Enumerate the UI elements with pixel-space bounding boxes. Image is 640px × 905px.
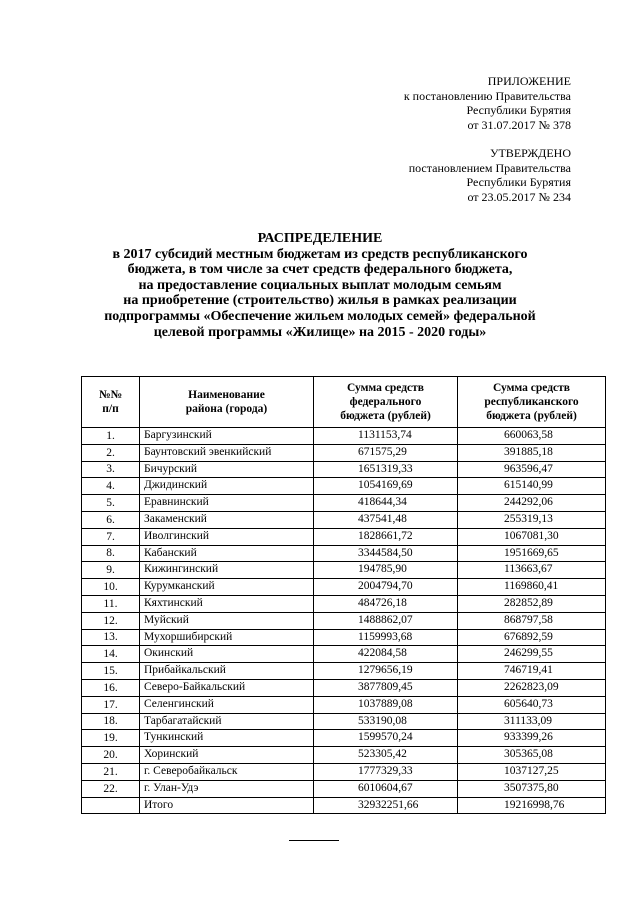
row-federal-amount: 6010604,67: [314, 780, 458, 797]
row-district: Итого: [140, 797, 314, 814]
row-district: Окинский: [140, 646, 314, 663]
annex-line-1: к постановлению Правительства: [403, 88, 571, 103]
row-district: Закаменский: [140, 511, 314, 528]
header-federal: Сумма средств федерального бюджета (рублей): [314, 377, 458, 428]
row-federal-amount: 3344584,50: [314, 545, 458, 562]
table-row: [82, 696, 606, 713]
row-district: Селенгинский: [140, 696, 314, 713]
table-row: [82, 495, 606, 512]
row-district: Хоринский: [140, 747, 314, 764]
row-number: 5.: [82, 495, 140, 512]
heading-line: в 2017 субсидий местным бюджетам из средств республиканского: [112, 246, 528, 262]
table-row: [82, 629, 606, 646]
row-federal-amount: 32932251,66: [314, 797, 458, 814]
table-row: [82, 562, 606, 579]
row-district: Джидинский: [140, 478, 314, 495]
row-federal-amount: 1131153,74: [314, 428, 458, 445]
row-number: [82, 797, 140, 814]
row-number: 8.: [82, 545, 140, 562]
table-row: [82, 663, 606, 680]
table-body: [82, 428, 606, 814]
approved-line-1: постановлением Правительства: [408, 160, 571, 175]
row-number: 16.: [82, 679, 140, 696]
row-district: Кабанский: [140, 545, 314, 562]
row-federal-amount: 1599570,24: [314, 730, 458, 747]
row-federal-amount: 437541,48: [314, 511, 458, 528]
table-row: [82, 763, 606, 780]
row-federal-amount: 671575,29: [314, 444, 458, 461]
row-republic-amount: 933399,26: [458, 730, 606, 747]
row-republic-amount: 246299,55: [458, 646, 606, 663]
header-district: Наименование района (города): [140, 377, 314, 428]
table-row: [82, 528, 606, 545]
row-number: 9.: [82, 562, 140, 579]
row-district: Прибайкальский: [140, 663, 314, 680]
row-republic-amount: 244292,06: [458, 495, 606, 512]
row-district: Баргузинский: [140, 428, 314, 445]
row-federal-amount: 1037889,08: [314, 696, 458, 713]
row-number: 4.: [82, 478, 140, 495]
row-district: Мухоршибирский: [140, 629, 314, 646]
table-row: [82, 478, 606, 495]
row-federal-amount: 1488862,07: [314, 612, 458, 629]
table-row: [82, 713, 606, 730]
footer-divider: [289, 840, 339, 841]
row-federal-amount: 422084,58: [314, 646, 458, 663]
row-federal-amount: 484726,18: [314, 595, 458, 612]
row-number: 22.: [82, 780, 140, 797]
row-federal-amount: 1651319,33: [314, 461, 458, 478]
row-republic-amount: 676892,59: [458, 629, 606, 646]
header-republic: Сумма средств республиканского бюджета (рублей): [458, 377, 606, 428]
row-district: г. Северобайкальск: [140, 763, 314, 780]
table-row: [82, 444, 606, 461]
row-republic-amount: 1037127,25: [458, 763, 606, 780]
row-number: 2.: [82, 444, 140, 461]
row-number: 6.: [82, 511, 140, 528]
approved-line-2: Республики Бурятия: [466, 175, 571, 189]
row-number: 7.: [82, 528, 140, 545]
heading-title: РАСПРЕДЕЛЕНИЕ: [257, 231, 383, 246]
approved-block: [409, 146, 571, 204]
row-number: 15.: [82, 663, 140, 680]
heading-line: на приобретение (строительство) жилья в рамках реализации: [123, 293, 517, 309]
row-number: 20.: [82, 747, 140, 764]
row-republic-amount: 282852,89: [458, 595, 606, 612]
row-district: г. Улан-Удэ: [140, 780, 314, 797]
heading-line: целевой программы «Жилище» на 2015 - 2020 годы»: [153, 324, 487, 340]
table-header-row: [82, 377, 606, 428]
row-number: 19.: [82, 730, 140, 747]
row-district: Кяхтинский: [140, 595, 314, 612]
annex-title: ПРИЛОЖЕНИЕ: [487, 74, 571, 88]
table-row: [82, 612, 606, 629]
row-number: 3.: [82, 461, 140, 478]
row-republic-amount: 311133,09: [458, 713, 606, 730]
row-republic-amount: 1067081,30: [458, 528, 606, 545]
row-district: Баунтовский эвенкийский: [140, 444, 314, 461]
row-republic-amount: 2262823,09: [458, 679, 606, 696]
row-republic-amount: 746719,41: [458, 663, 606, 680]
distribution-table: [81, 376, 606, 814]
row-federal-amount: 194785,90: [314, 562, 458, 579]
row-number: 21.: [82, 763, 140, 780]
table-row: [82, 579, 606, 596]
row-district: Северо-Байкальский: [140, 679, 314, 696]
annex-line-2: Республики Бурятия: [466, 103, 571, 117]
row-number: 11.: [82, 595, 140, 612]
row-republic-amount: 19216998,76: [458, 797, 606, 814]
row-district: Иволгинский: [140, 528, 314, 545]
table-row: [82, 646, 606, 663]
row-number: 1.: [82, 428, 140, 445]
table-row: [82, 730, 606, 747]
row-federal-amount: 3877809,45: [314, 679, 458, 696]
table-row: [82, 545, 606, 562]
heading-line: бюджета, в том числе за счет средств федерального бюджета,: [127, 262, 513, 278]
row-federal-amount: 418644,34: [314, 495, 458, 512]
row-district: Кижингинский: [140, 562, 314, 579]
row-republic-amount: 113663,67: [458, 562, 606, 579]
row-republic-amount: 255319,13: [458, 511, 606, 528]
row-number: 14.: [82, 646, 140, 663]
row-republic-amount: 605640,73: [458, 696, 606, 713]
row-republic-amount: 660063,58: [458, 428, 606, 445]
row-district: Тарбагатайский: [140, 713, 314, 730]
table-row: [82, 461, 606, 478]
table-row: [82, 780, 606, 797]
row-district: Еравнинский: [140, 495, 314, 512]
row-federal-amount: 2004794,70: [314, 579, 458, 596]
row-republic-amount: 3507375,80: [458, 780, 606, 797]
row-number: 10.: [82, 579, 140, 596]
header-number: №№ п/п: [82, 377, 140, 428]
row-republic-amount: 1951669,65: [458, 545, 606, 562]
row-republic-amount: 305365,08: [458, 747, 606, 764]
row-federal-amount: 533190,08: [314, 713, 458, 730]
table-row: [82, 595, 606, 612]
row-federal-amount: 523305,42: [314, 747, 458, 764]
row-republic-amount: 1169860,41: [458, 579, 606, 596]
row-number: 17.: [82, 696, 140, 713]
row-district: Тункинский: [140, 730, 314, 747]
table-total-row: [82, 797, 606, 814]
row-district: Курумканский: [140, 579, 314, 596]
document-heading: [60, 231, 580, 340]
row-number: 18.: [82, 713, 140, 730]
annex-date: от 31.07.2017 № 378: [467, 117, 571, 132]
table-row: [82, 679, 606, 696]
row-republic-amount: 391885,18: [458, 444, 606, 461]
row-federal-amount: 1054169,69: [314, 478, 458, 495]
table-row: [82, 428, 606, 445]
row-republic-amount: 963596,47: [458, 461, 606, 478]
row-district: Бичурский: [140, 461, 314, 478]
approved-title: УТВЕРЖДЕНО: [489, 146, 571, 160]
row-federal-amount: 1279656,19: [314, 663, 458, 680]
row-republic-amount: 615140,99: [458, 478, 606, 495]
row-federal-amount: 1159993,68: [314, 629, 458, 646]
row-district: Муйский: [140, 612, 314, 629]
row-federal-amount: 1828661,72: [314, 528, 458, 545]
table-row: [82, 511, 606, 528]
row-federal-amount: 1777329,33: [314, 763, 458, 780]
approved-date: от 23.05.2017 № 234: [467, 189, 571, 204]
row-number: 13.: [82, 629, 140, 646]
row-republic-amount: 868797,58: [458, 612, 606, 629]
heading-line: на предоставление социальных выплат молодым семьям: [138, 277, 502, 293]
heading-line: подпрограммы «Обеспечение жильем молодых семей» федеральной: [104, 308, 536, 324]
annex-block: [404, 74, 571, 132]
table-row: [82, 747, 606, 764]
row-number: 12.: [82, 612, 140, 629]
